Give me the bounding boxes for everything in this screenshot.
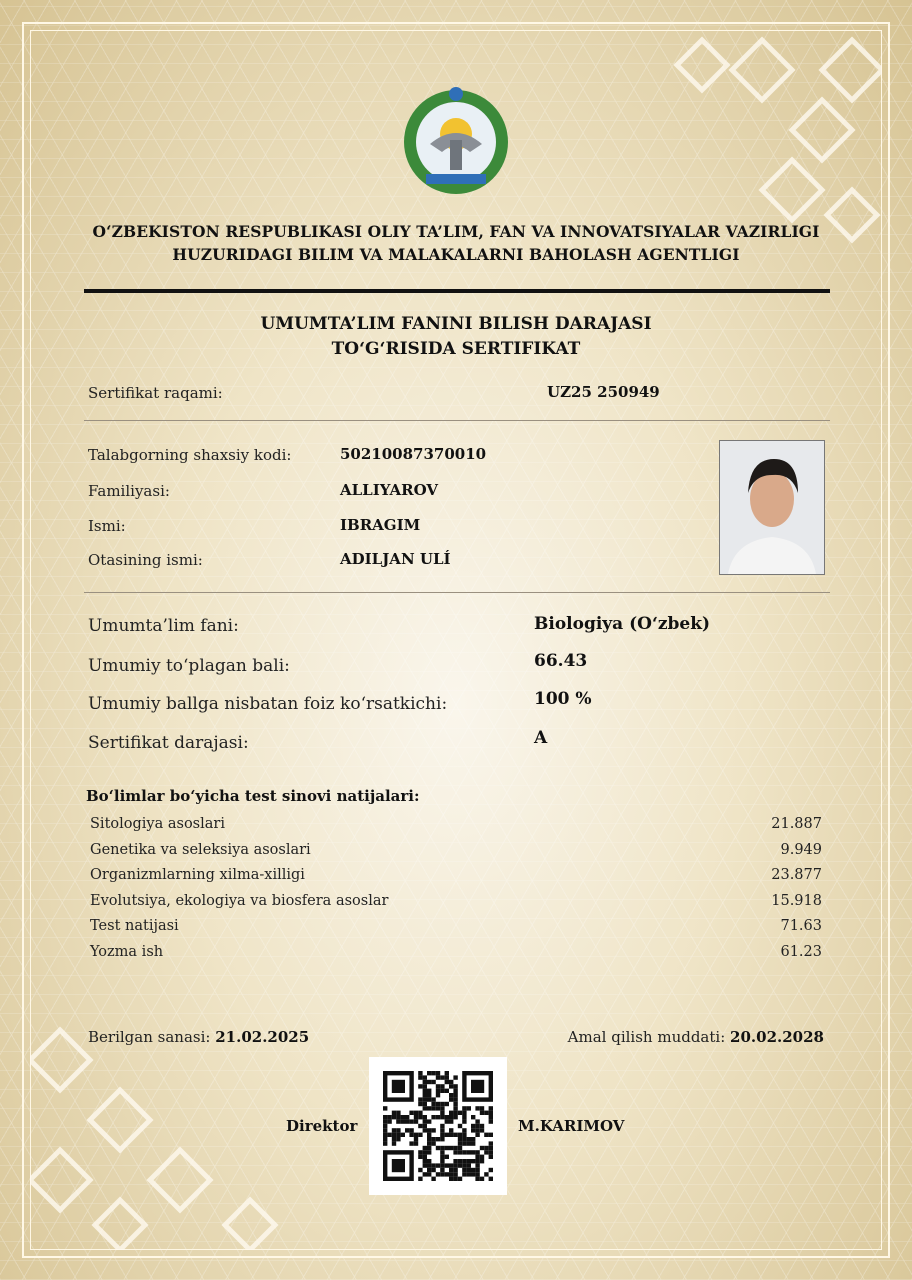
surname-value: ALLIYAROV bbox=[340, 481, 439, 499]
section-results-title: Bo‘limlar bo‘yicha test sinovi natijalari: bbox=[86, 787, 420, 805]
result-score: 9.949 bbox=[780, 841, 822, 858]
result-name: Evolutsiya, ekologiya va biosfera asoslar bbox=[90, 892, 389, 909]
result-row bbox=[90, 842, 822, 868]
result-row bbox=[90, 816, 822, 842]
result-score: 15.918 bbox=[771, 892, 822, 909]
personal-code-value: 50210087370010 bbox=[340, 445, 487, 463]
ministry-name-line1: O‘ZBEKISTON RESPUBLIKASI OLIY TA’LIM, FAN VA INNOVATSIYALAR VAZIRLIGI bbox=[92, 222, 820, 241]
first-name-value: IBRAGIM bbox=[340, 516, 421, 534]
total-score-label: Umumiy to‘plagan bali: bbox=[88, 656, 290, 676]
director-label: Direktor bbox=[286, 1117, 358, 1135]
issue-date-value: 21.02.2025 bbox=[215, 1028, 310, 1046]
result-row bbox=[90, 918, 822, 944]
subject-value: Biologiya (O‘zbek) bbox=[534, 614, 711, 634]
result-score: 21.887 bbox=[771, 816, 822, 832]
valid-until-label: Amal qilish muddati: bbox=[567, 1028, 726, 1046]
subject-label: Umumta’lim fani: bbox=[88, 616, 239, 636]
result-name: Yozma ish bbox=[90, 944, 164, 960]
corner-ornament-bottom-left bbox=[30, 1010, 310, 1250]
patronymic-label: Otasining ismi: bbox=[88, 551, 203, 569]
certificate-title-line2: TO‘G‘RISIDA SERTIFIKAT bbox=[331, 339, 581, 359]
result-row bbox=[90, 944, 822, 970]
valid-until bbox=[568, 1028, 824, 1046]
valid-until-value: 20.02.2028 bbox=[730, 1028, 824, 1046]
divider-thick bbox=[84, 289, 830, 293]
certificate-title-line1: UMUMTA’LIM FANINI BILISH DARAJASI bbox=[260, 314, 652, 334]
total-score-value: 66.43 bbox=[534, 651, 588, 671]
holder-photo bbox=[719, 440, 825, 575]
director-name: M.KARIMOV bbox=[518, 1117, 625, 1135]
result-score: 61.23 bbox=[780, 944, 822, 960]
percentage-value: 100 % bbox=[534, 689, 592, 709]
grade-label: Sertifikat darajasi: bbox=[88, 733, 249, 753]
divider bbox=[84, 420, 830, 421]
ministry-name-line2: HUZURIDAGI BILIM VA MALAKALARNI BAHOLASH AGENTLIGI bbox=[172, 245, 740, 264]
result-row bbox=[90, 893, 822, 919]
certificate-number-value: UZ25 250949 bbox=[547, 383, 660, 401]
issue-date-label: Berilgan sanasi: bbox=[88, 1028, 211, 1046]
result-score: 23.877 bbox=[771, 867, 822, 884]
result-name: Organizmlarning xilma-xilligi bbox=[90, 867, 305, 884]
result-row bbox=[90, 867, 822, 893]
certificate-number-label: Sertifikat raqami: bbox=[88, 384, 223, 402]
surname-label: Familiyasi: bbox=[88, 482, 170, 500]
qr-code[interactable] bbox=[369, 1057, 507, 1195]
divider bbox=[84, 592, 830, 593]
personal-code-label: Talabgorning shaxsiy kodi: bbox=[88, 446, 292, 464]
result-name: Genetika va seleksiya asoslari bbox=[90, 841, 311, 858]
patronymic-value: ADILJAN ULÍ bbox=[340, 550, 451, 568]
result-name: Test natijasi bbox=[90, 918, 179, 935]
state-emblem bbox=[400, 82, 512, 200]
percentage-label: Umumiy ballga nisbatan foiz ko‘rsatkichi: bbox=[88, 694, 448, 714]
result-score: 71.63 bbox=[780, 918, 822, 935]
first-name-label: Ismi: bbox=[88, 517, 126, 535]
result-name: Sitologiya asoslari bbox=[90, 816, 225, 832]
grade-value: A bbox=[534, 728, 548, 748]
issue-date bbox=[88, 1028, 309, 1046]
